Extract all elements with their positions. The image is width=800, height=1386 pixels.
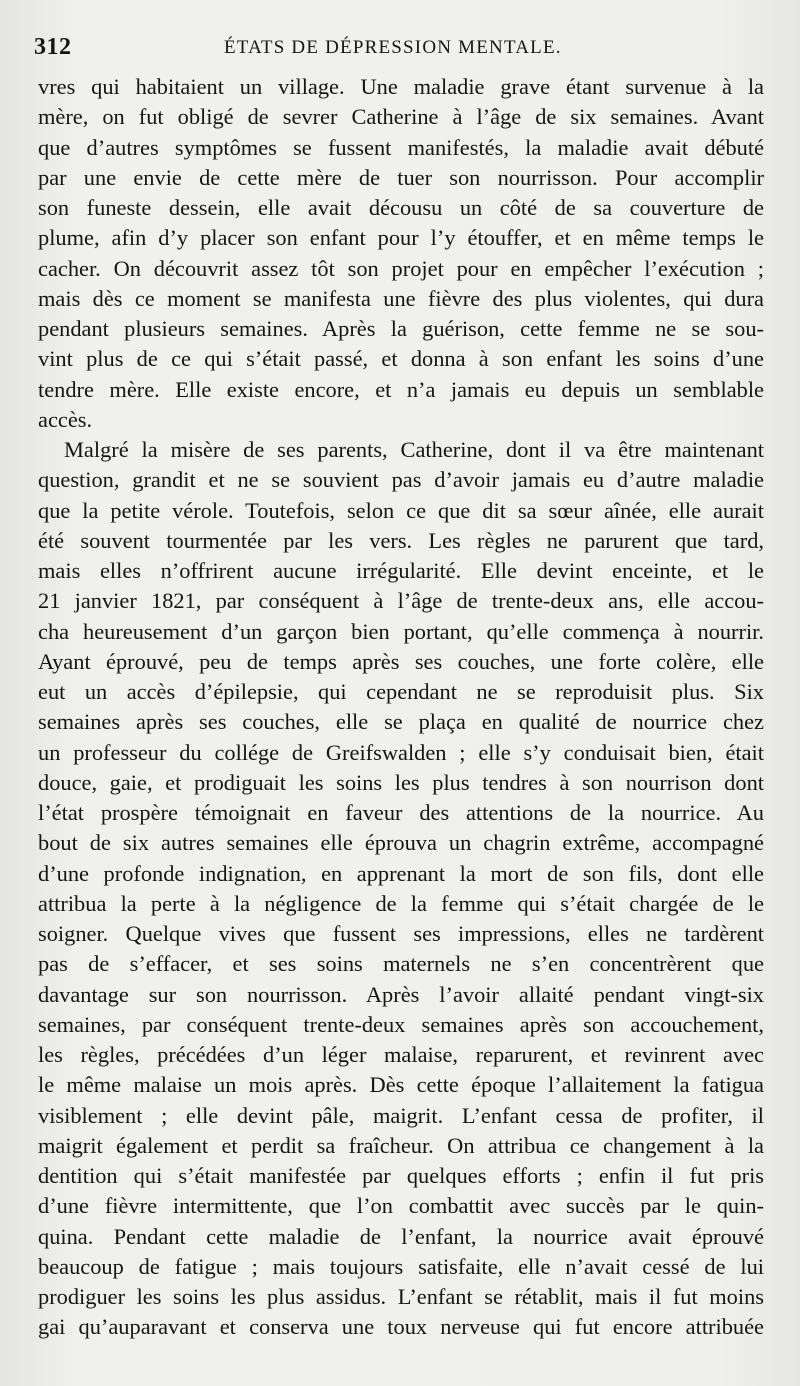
text-line: Ayant éprouvé, peu de temps après ses couches, une forte colère, elle — [38, 648, 764, 674]
text-line: davantage sur son nourrisson. Après l’avoir allaité pendant vingt-six — [38, 981, 764, 1007]
text-line: accès. — [38, 406, 93, 432]
text-line: son funeste dessein, elle avait décousu un côté de sa couverture de — [38, 195, 764, 220]
text-line: soigner. Quelque vives que fussent ses impressions, elles ne tardèrent — [38, 921, 764, 946]
text-line: cha heureusement d’un garçon bien portant, qu’elle commença à nourrir. — [38, 618, 764, 644]
text-line: prodiguer les soins les plus assidus. L’enfant se rétablit, mais il fut moins — [38, 1284, 764, 1309]
text-line: quina. Pendant cette maladie de l’enfant, la nourrice avait éprouvé — [38, 1223, 764, 1249]
text-line: dentition qui s’était manifestée par quelques efforts ; enfin il fut pris — [38, 1163, 764, 1188]
body-text — [38, 72, 764, 1343]
text-line: les règles, précédées d’un léger malaise, reparurent, et revinrent avec — [38, 1042, 764, 1067]
text-line: tendre mère. Elle existe encore, et n’a jamais eu depuis un semblable — [38, 376, 764, 402]
text-line: vint plus de ce qui s’était passé, et donna à son enfant les soins d’une — [38, 346, 764, 372]
text-line: que d’autres symptômes se fussent manifestés, la maladie avait débuté — [38, 134, 764, 160]
text-line: question, grandit et ne se souvient pas d’avoir jamais eu d’autre maladie — [38, 467, 764, 493]
text-line: par une envie de cette mère de tuer son nourrisson. Pour accomplir — [38, 164, 764, 190]
text-line: eut un accès d’épilepsie, qui cependant ne se reproduisit plus. Six — [38, 679, 764, 704]
text-line: un professeur du collége de Greifswalden ; elle s’y conduisait bien, était — [38, 739, 764, 765]
text-line: mère, on fut obligé de sevrer Catherine à l’âge de six semaines. Avant — [38, 104, 764, 130]
paragraph — [38, 435, 764, 1343]
text-line: plume, afin d’y placer son enfant pour l’y étouffer, et en même temps le — [38, 225, 764, 251]
text-line: bout de six autres semaines elle éprouva un chagrin extrême, accompagné — [38, 830, 764, 856]
text-line: d’une fièvre intermittente, que l’on combattit avec succès par le quin- — [38, 1193, 764, 1219]
text-line: que la petite vérole. Toutefois, selon ce que dit sa sœur aînée, elle aurait — [38, 497, 764, 523]
text-line: Malgré la misère de ses parents, Catherine, dont il va être maintenant — [64, 437, 764, 462]
page-number: 312 — [34, 34, 72, 60]
text-line: visiblement ; elle devint pâle, maigrit. L’enfant cessa de profiter, il — [38, 1102, 764, 1128]
text-line: le même malaise un mois après. Dès cette époque l’allaitement la fatigua — [38, 1072, 764, 1098]
text-line: maigrit également et perdit sa fraîcheur. On attribua ce changement à la — [38, 1132, 764, 1158]
paragraph — [38, 72, 764, 435]
text-line: beaucoup de fatigue ; mais toujours satisfaite, elle n’avait cessé de lui — [38, 1253, 764, 1279]
text-line: douce, gaie, et prodiguait les soins les plus tendres à son nourrison dont — [38, 769, 764, 795]
text-line: l’état prospère témoignait en faveur des attentions de la nourrice. Au — [38, 800, 764, 825]
text-line: été souvent tourmentée par les vers. Les règles ne parurent que tard, — [38, 527, 764, 553]
text-line: mais dès ce moment se manifesta une fièvre des plus violentes, qui dura — [38, 285, 764, 311]
page-header — [34, 30, 774, 64]
text-line: mais elles n’offrirent aucune irrégularité. Elle devint enceinte, et le — [38, 558, 764, 583]
text-line: cacher. On découvrit assez tôt son projet pour en empêcher l’exécution ; — [38, 255, 764, 281]
text-line: semaines, par conséquent trente-deux semaines après son accouchement, — [38, 1011, 764, 1037]
text-line: gai qu’auparavant et conserva une toux nerveuse qui fut encore attribuée — [38, 1314, 764, 1340]
text-line: pas de s’effacer, et ses soins maternels ne s’en concentrèrent que — [38, 951, 764, 977]
text-line: d’une profonde indignation, en apprenant la mort de son fils, dont elle — [38, 860, 764, 886]
text-line: pendant plusieurs semaines. Après la guérison, cette femme ne se sou- — [38, 316, 764, 341]
text-line: semaines après ses couches, elle se plaça en qualité de nourrice chez — [38, 709, 764, 735]
text-line: 21 janvier 1821, par conséquent à l’âge de trente-deux ans, elle accou- — [38, 588, 764, 614]
running-title: ÉTATS DE DÉPRESSION MENTALE. — [224, 37, 562, 58]
text-line: attribua la perte à la négligence de la femme qui s’était chargée de le — [38, 890, 764, 916]
text-line: vres qui habitaient un village. Une maladie grave étant survenue à la — [38, 74, 764, 99]
